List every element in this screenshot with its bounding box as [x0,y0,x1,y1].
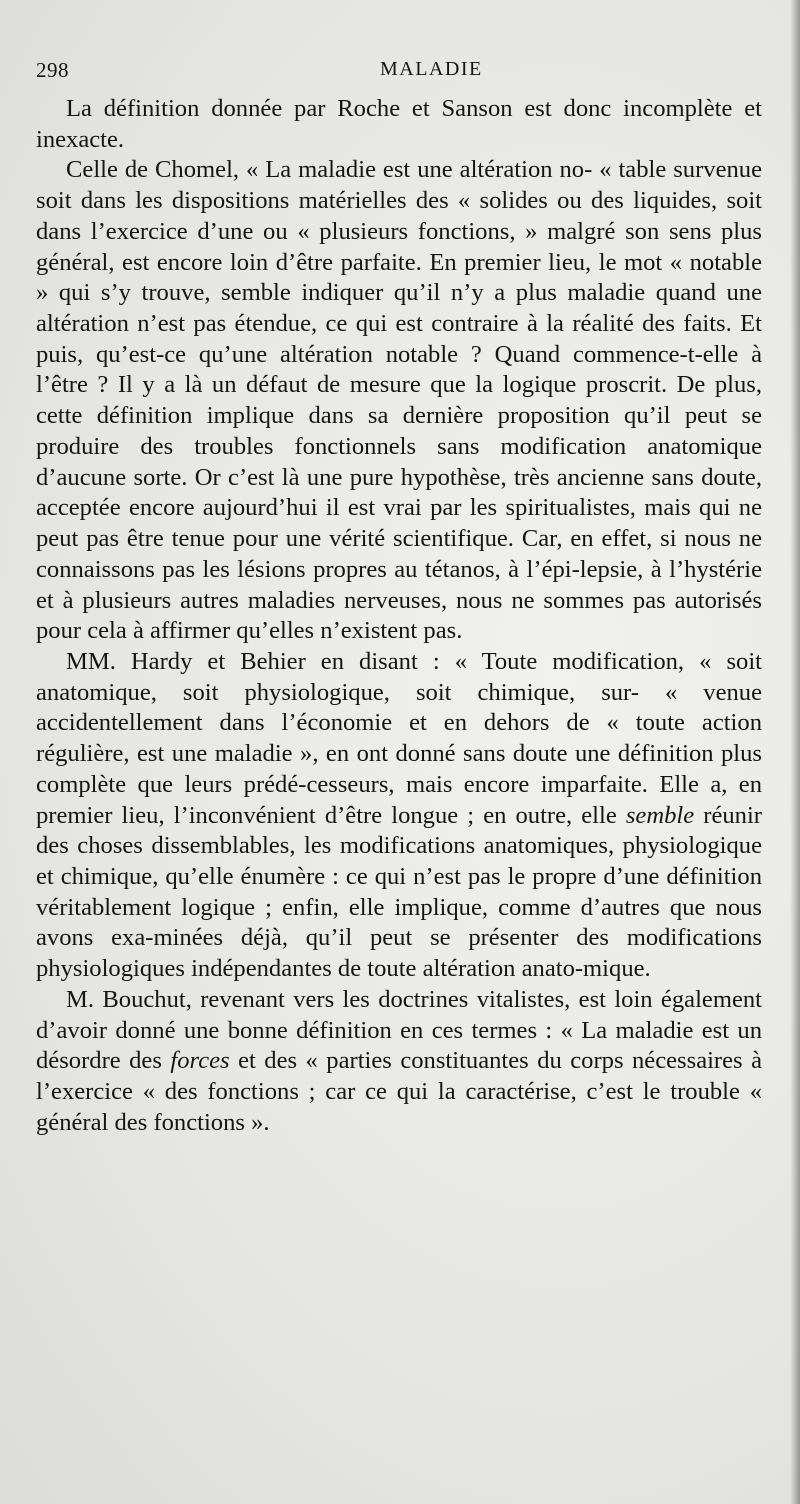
body-text [36,94,762,1138]
italic-word: forces [170,1047,230,1075]
paragraph-bouchut: M. Bouchut, revenant vers les doctrines vitalistes, est loin également d’avoir donné une bonne définition en ces termes : « La maladie est un désordre des forces et des « parties constituantes du corps nécessaires à l’exercice « des fonctions ; car ce qui la caractérise, c’est le trouble « général des fonctions ». [36,985,762,1136]
page-header [36,58,760,88]
paragraph-roche-sanson: La définition donnée par Roche et Sanson est donc incomplète et inexacte. [36,95,762,153]
page-edge-shadow [790,0,800,1504]
paragraph-hardy-behier: MM. Hardy et Behier en disant : « Toute modification, « soit anatomique, soit physiologique, soit chimique, sur- « venue accidentellement dans l’économie et en dehors de « toute action régulière, est une maladie », en ont donné sans doute une définition plus complète que leurs prédé-cesseurs, mais encore imparfaite. Elle a, en premier lieu, l’inconvénient d’être longue ; en outre, elle semble réunir des choses dissemblables, les modifications anatomiques, physiologique et chimique, qu’elle énumère : ce qui n’est pas le propre d’une définition véritablement logique ; enfin, elle implique, comme d’autres que nous avons exa-minées déjà, qu’il peut se présenter des modifications physiologiques indépendantes de toute altération anato-mique. [36,647,762,983]
page-number: 298 [36,58,69,82]
paragraph-chomel: Celle de Chomel, « La maladie est une altération no- « table survenue soit dans les dispositions matérielles des « solides ou des liquides, soit dans l’exercice d’une ou « plusieurs fonctions, » malgré son sens plus général, est encore loin d’être parfaite. En premier lieu, le mot « notable » qui s’y trouve, semble indiquer qu’il n’y a plus maladie quand une altération n’est pas étendue, ce qui est contraire à la réalité des faits. Et puis, qu’est-ce qu’une altération notable ? Quand commence-t-elle à l’être ? Il y a là un défaut de mesure que la logique proscrit. De plus, cette définition implique dans sa dernière proposition qu’il peut se produire des troubles fonctionnels sans modification anatomique d’aucune sorte. Or c’est là une pure hypothèse, très ancienne sans doute, acceptée encore aujourd’hui il est vrai par les spiritualistes, mais qui ne peut pas être tenue pour une vérité scientifique. Car, en effet, si nous ne connaissons pas les lésions propres au tétanos, à l’épi-lepsie, à l’hystérie et à plusieurs autres maladies nerveuses, nous ne sommes pas autorisés pour cela à affirmer qu’elles n’existent pas. [36,156,762,645]
italic-word: semble [625,801,695,829]
running-title: MALADIE [380,58,483,80]
